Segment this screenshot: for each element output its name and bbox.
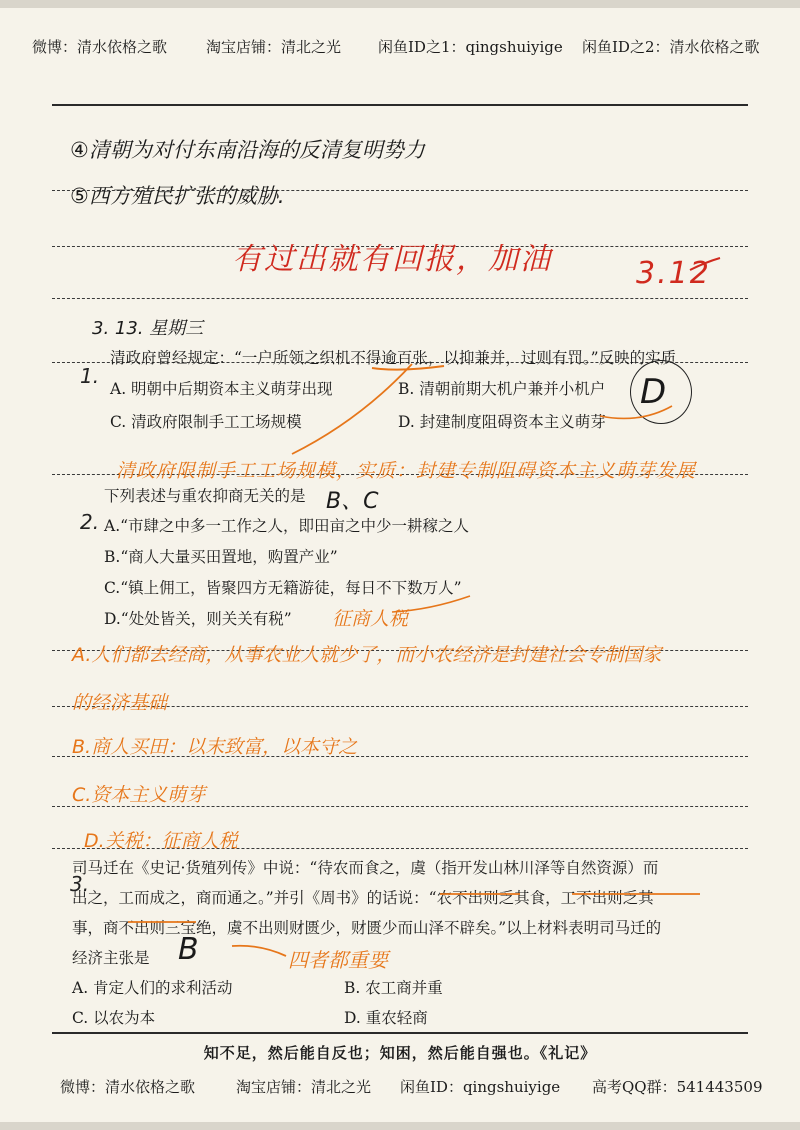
q3-option-a: A. 肯定人们的求利活动 — [72, 979, 233, 997]
q2-note-b: B.商人买田：以末致富，以本守之 — [72, 736, 358, 758]
q2-option-b: B.“商人大量买田置地，购置产业” — [104, 548, 338, 566]
q3-line-3: 事，商不出则三宝绝，虞不出则财匮少，财匮少而山泽不辟矣。”以上材料表明司马迁的 — [72, 919, 662, 937]
ruled-line — [52, 104, 748, 106]
q3-line-1: 司马迁在《史记·货殖列传》中说：“待农而食之，虞（指开发山林川泽等自然资源）而 — [72, 859, 659, 877]
q1-option-d: D. 封建制度阻碍资本主义萌芽 — [398, 413, 606, 431]
page-footer — [0, 1076, 800, 1098]
red-slogan: 有过出就有回报，加油 — [232, 242, 552, 277]
q3-line-4: 经济主张是 — [72, 949, 150, 967]
q3-option-c: C. 以农为本 — [72, 1009, 156, 1027]
date-header: 3. 13. 星期三 — [92, 318, 204, 339]
header-weibo: 微博：清水依格之歌 — [32, 38, 168, 56]
page-bottom-edge — [0, 1122, 800, 1130]
q2-note-a: A.人们都去经商，从事农业人就少了，而小农经济是封建社会专制国家 — [72, 644, 662, 666]
note-line-5: ⑤西方殖民扩张的威胁. — [70, 184, 285, 208]
motto-quote: 知不足，然后能自反也；知困，然后能自强也。《礼记》 — [203, 1044, 597, 1062]
q2-stem: 下列表述与重农抑商无关的是 — [104, 487, 306, 505]
ruled-line — [52, 1032, 748, 1034]
q1-option-a: A. 明朝中后期资本主义萌芽出现 — [110, 380, 333, 398]
q2-number: 2. — [80, 510, 100, 534]
q1-answer-circle — [630, 360, 692, 424]
q1-stem: 清政府曾经规定：“一户所领之织机不得逾百张，以抑兼并，过则有罚。”反映的实质 — [110, 349, 677, 367]
note-line-4: ④清朝为对付东南沿海的反清复明势力 — [70, 138, 425, 162]
header-xianyu-1: 闲鱼ID之1：qingshuiyige — [378, 38, 563, 56]
q3-answer: B — [178, 932, 199, 967]
header-taobao: 淘宝店铺：清北之光 — [206, 38, 342, 56]
q1-answer: D — [640, 372, 667, 412]
q1-option-c: C. 清政府限制手工工场规模 — [110, 413, 302, 431]
q1-number: 1. — [80, 364, 100, 388]
q2-note-a-cont: 的经济基础 — [72, 692, 168, 714]
footer-qq: 高考QQ群：541443509 — [592, 1078, 763, 1096]
q2-answer: B、C — [326, 489, 379, 514]
q1-note: 清政府限制手工工场规模，实质：封建专制阻碍资本主义萌芽发展 — [116, 460, 697, 482]
q2-option-a: A.“市肆之中多一工作之人，即田亩之中少一耕稼之人 — [104, 517, 470, 535]
q2-option-c: C.“镇上佣工，皆聚四方无籍游徒，每日不下数万人” — [104, 579, 462, 597]
q3-number: 3. — [70, 872, 90, 896]
q2-note-c: C.资本主义萌芽 — [72, 784, 206, 806]
footer-taobao: 淘宝店铺：清北之光 — [236, 1078, 372, 1096]
page-top-edge — [0, 0, 800, 8]
ruled-line — [52, 298, 748, 299]
footer-weibo: 微博：清水依格之歌 — [60, 1078, 196, 1096]
q3-option-d: D. 重农轻商 — [344, 1009, 428, 1027]
footer-xianyu: 闲鱼ID：qingshuiyige — [400, 1078, 561, 1096]
date-mark-red: 3.12 — [636, 256, 711, 291]
q2-option-d: D.“处处皆关，则关关有税” — [104, 610, 292, 628]
q3-option-b: B. 农工商并重 — [344, 979, 443, 997]
q3-arrow — [232, 946, 286, 956]
q2-note-d: D.关税：征商人税 — [84, 830, 238, 852]
q2-d-note: 征商人税 — [332, 608, 409, 630]
q1-option-b: B. 清朝前期大机户兼并小机户 — [398, 380, 606, 398]
q3-line-2: 出之，工而成之，商而通之。”并引《周书》的话说：“农不出则乏其食，工不出则乏其 — [72, 889, 654, 907]
q3-note: 四者都重要 — [288, 948, 388, 972]
header-xianyu-2: 闲鱼ID之2：清水依格之歌 — [582, 38, 760, 56]
page-header — [0, 36, 800, 60]
